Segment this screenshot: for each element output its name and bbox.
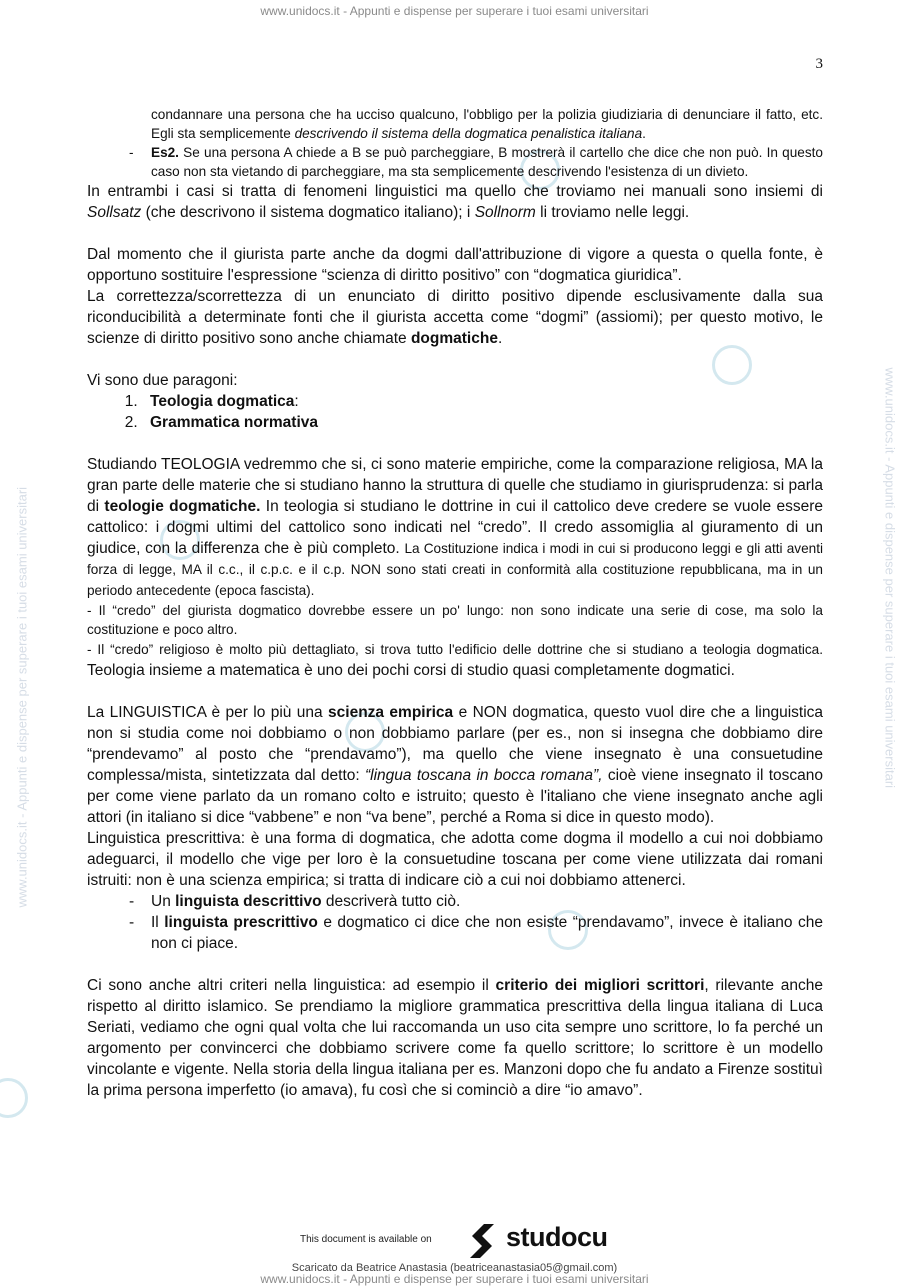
paragraph: condannare una persona che ha ucciso qualcuno, l'obbligo per la polizia giudiziaria di denunciare il fatto, etc. Egli sta semplicemente descrivendo il sistema della dogmatica penalistica italiana. [151, 107, 823, 141]
available-text: This document is available on [300, 1234, 432, 1245]
page-number: 3 [815, 56, 823, 72]
list-item: 1. Teologia dogmatica: [142, 391, 823, 412]
watermark-right: www.unidocs.it - Appunti e dispense per superare i tuoi esami universitari [882, 367, 898, 789]
watermark-logo-icon [0, 1078, 28, 1118]
paragraph: - Il “credo” del giurista dogmatico dovrebbe essere un po' lungo: non sono indicate una serie di cose, ma solo la costituzione e poco altro. [87, 603, 823, 637]
studocu-brand: studocu [506, 1222, 608, 1252]
header-banner: www.unidocs.it - Appunti e dispense per superare i tuoi esami universitari [260, 4, 649, 18]
studocu-logo-icon [464, 1222, 500, 1260]
paragraph: Linguistica prescrittiva: è una forma di dogmatica, che adotta come dogma il modello a cui noi dobbiamo adeguarci, il modello che vige per loro è la consuetudine toscana per come viene utilizzata dai romani istruiti: non è una scienza empirica; si tratta di indicare ciò a cui noi dobbiamo attenerci. [87, 830, 823, 889]
paragraph: Vi sono due paragoni: [87, 372, 238, 389]
numbered-list [87, 391, 823, 433]
download-attribution: Scaricato da Beatrice Anastasia (beatriceanastasia05@gmail.com) [291, 1262, 618, 1274]
footer-banner: www.unidocs.it - Appunti e dispense per superare i tuoi esami universitari [260, 1272, 649, 1286]
paragraph: - Il “credo” religioso è molto più dettagliato, si trova tutto l'edificio delle dottrine che si studiano a teologia dogmatica. Teologia insieme a matematica è uno dei pochi corsi di studio quasi completamente dogmatici. [87, 642, 823, 679]
paragraph: Dal momento che il giurista parte anche da dogmi dall'attribuzione di vigore a questa o quella fonte, è opportuno sostituire l'espressione “scienza di diritto positivo” con “dogmatica giuridica”. [87, 246, 823, 284]
list-item: - Un linguista descrittivo descriverà tutto ciò. [87, 891, 823, 912]
list-item: 2. Grammatica normativa [142, 412, 823, 433]
paragraph: Ci sono anche altri criteri nella linguistica: ad esempio il criterio dei migliori scrittori, rilevante anche rispetto al diritto islamico. Se prendiamo la migliore grammatica prescrittiva della lingua italiana di Luca Seriati, vediamo che ogni qual volta che lui raccomanda un uso cita sempre uno scrittore, lo fa perché un argomento per convincerci che dobbiamo scrivere come fa quello scrittore; lo scrittore è un modello vincolante e vigente. Nella storia della lingua italiana per es. Manzoni dopo che fu andato a Firenze sostituì la prima persona imperfetto (io amava), fu così che si cominciò a dire “io amavo”. [87, 977, 823, 1099]
studocu-banner[interactable] [0, 1218, 909, 1264]
list-item: - Il linguista prescrittivo e dogmatico ci dice che non esiste “prendavamo”, invece è italiano che non ci piace. [87, 912, 823, 954]
paragraph: Studiando TEOLOGIA vedremmo che si, ci sono materie empiriche, come la comparazione religiosa, MA la gran parte delle materie che si studiano hanno la struttura di quelle che studiamo in giurisprudenza: si parla di teologie dogmatiche. In teologia si studiano le dottrine in cui il cattolico deve credere se vuole essere cattolico: i dogmi ultimi del cattolico sono indicati nel “credo”. Il credo assomiglia al giuramento di un giudice, con la differenza che è più completo. La Costituzione indica i modi in cui si producono leggi e gli atti aventi forza di legge, MA il c.c., il c.p.c. e il c.p. NON sono stati creati in conformità alla costituzione repubblicana, ma in un periodo antecedente (epoca fascista). [87, 456, 823, 598]
paragraph: - Es2. Se una persona A chiede a B se può parcheggiare, B mostrerà il cartello che dice che non può. In questo caso non sta vietando di parcheggiare, ma sta semplicemente descrivendo l'esistenza di un divieto. [87, 143, 823, 181]
document-body [87, 105, 823, 1101]
paragraph: La LINGUISTICA è per lo più una scienza empirica e NON dogmatica, questo vuol dire che a linguistica non si studia come noi dobbiamo o non dobbiamo parlare (per es., non si insegna che dobbiamo dire “prendevamo” al posto che “prendavamo”), ma quello che viene insegnato è una consuetudine complessa/mista, sintetizzata dal detto: “lingua toscana in bocca romana”, cioè viene insegnato il toscano per come viene parlato da un romano colto e istruito; questo è l'italiano che viene insegnato anche agli attori (in italiano si dice “vabbene” e non “va bene”, perché a Roma si dice in questo modo). [87, 704, 824, 826]
paragraph: La correttezza/scorrettezza di un enunciato di diritto positivo dipende esclusivamente dalla sua riconducibilità a determinate fonti che il giurista accetta come “dogmi” (assiomi); per questo motivo, le scienze di diritto positivo sono anche chiamate dogmatiche. [87, 288, 823, 347]
watermark-left: www.unidocs.it - Appunti e dispense per superare i tuoi esami universitari [14, 486, 30, 908]
paragraph: In entrambi i casi si tratta di fenomeni linguistici ma quello che troviamo nei manuali sono insiemi di Sollsatz (che descrivono il sistema dogmatico italiano); i Sollnorm li troviamo nelle leggi. [87, 183, 823, 221]
